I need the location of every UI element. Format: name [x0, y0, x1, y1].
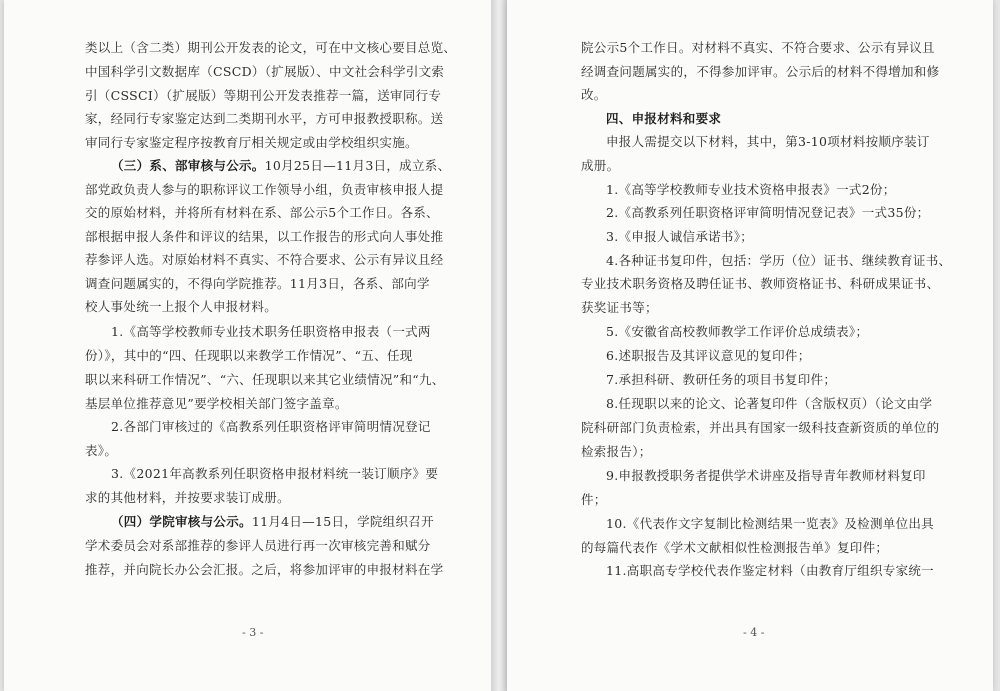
- body-text-line: 院公示5个工作日。对材料不真实、不符合要求、公示有异议且: [581, 40, 935, 55]
- body-text-line: 经调查问题属实的，不得参加评审。公示后的材料不得增加和修: [581, 64, 940, 79]
- body-text-line: 部党政负责人参与的职称评议工作领导小组，负责审核申报人提: [85, 182, 444, 197]
- list-item: 3.《申报人诚信承诺书》；: [606, 229, 754, 244]
- body-text-line: 申报人需提交以下材料，其中，第3-10项材料按顺序装订: [606, 134, 930, 149]
- body-text-line: 件；: [581, 492, 607, 507]
- body-text-line: 表》。: [85, 443, 118, 458]
- body-text-line: 成册。: [581, 158, 620, 173]
- section-heading: （三）系、部审核与公示。: [111, 158, 265, 173]
- body-text-line: 部根据申报人条件和评议的结果，以工作报告的形式向人事处推: [85, 229, 444, 244]
- body-text-line: 职以来科研工作情况”、“六、任现职以来其它业绩情况”和“九、: [85, 372, 445, 387]
- section-heading: 四、申报材料和要求: [606, 111, 722, 126]
- body-text-line: 类以上（含二类）期刊公开发表的论文，可在中文核心要目总览、: [85, 40, 457, 55]
- body-text-line: 的每篇代表作《学术文献相似性检测报告单》复印件；: [581, 540, 889, 555]
- section-4-line: [111, 515, 434, 529]
- section-text: 10月25日—11月3日，成立系、: [264, 158, 451, 173]
- body-text-line: 院科研部门负责检索，并出具有国家一级科技查新资质的单位的: [581, 420, 940, 435]
- list-item: 11.高职高专学校代表作鉴定材料（由教育厅组织专家统一: [606, 563, 934, 578]
- body-text-line: 基层单位推荐意见”要学校相关部门签字盖章。: [85, 396, 348, 411]
- body-text-line: 检索报告）；: [581, 444, 652, 459]
- section-text: 11月4日—15日，学院组织召开: [251, 514, 434, 529]
- body-text-line: 求的其他材料，并按要求装订成册。: [85, 490, 290, 505]
- section-heading: （四）学院审核与公示。: [111, 514, 252, 529]
- body-text-line: 调查问题属实的，不得向学院推荐。11月3日，各系、部向学: [85, 276, 430, 291]
- body-text-line: 交的原始材料，并将所有材料在系、部公示5个工作日。各系、: [85, 205, 439, 220]
- list-item: 10.《代表作文字复制比检测结果一览表》及检测单位出具: [606, 516, 934, 531]
- body-text-line: 审同行专家鉴定程序按教育厅相关规定或由学校组织实施。: [85, 135, 418, 150]
- left-page: [4, 0, 491, 691]
- body-text-line: 家，经同行专家鉴定达到二类期刊水平，方可申报教授职称。送: [85, 111, 444, 126]
- body-text-line: 校人事处统一上报个人申报材料。: [85, 299, 278, 314]
- body-text-line: 推荐，并向院长办公会汇报。之后，将参加评审的申报材料在学: [85, 562, 444, 577]
- page-number: - 3 -: [242, 626, 264, 639]
- list-item: 9.申报教授职务者提供学术讲座及指导青年教师材料复印: [606, 468, 926, 483]
- section-3-line: [111, 159, 450, 173]
- list-item: 1.《高等学校教师专业技术资格申报表》一式2份；: [606, 182, 896, 197]
- body-text-line: 引（CSSCI）（扩展版）等期刊公开发表推荐一篇，送审同行专: [85, 88, 442, 103]
- body-text-line: 3.《2021年高教系列任职资格申报材料统一装订顺序》要: [111, 466, 439, 481]
- right-page: [507, 0, 993, 691]
- page-number: - 4 -: [743, 626, 765, 639]
- list-item: 6.述职报告及其评议意见的复印件；: [606, 348, 811, 363]
- body-text-line: 学术委员会对系部推荐的参评人员进行再一次审核完善和赋分: [85, 538, 431, 553]
- list-item: 7.承担科研、教研任务的项目书复印件；: [606, 372, 837, 387]
- body-text-line: 荐参评人选。对原始材料不真实、不符合要求、公示有异议且经: [85, 252, 444, 267]
- book-spine: [491, 0, 507, 691]
- body-text-line: 专业技术职务资格及聘任证书、教师资格证书、科研成果证书、: [581, 276, 940, 291]
- list-item: 8.任现职以来的论文、论著复印件（含版权页）（论文由学: [606, 396, 933, 411]
- body-text-line: 获奖证书等；: [581, 300, 658, 315]
- list-item: 5.《安徽省高校教师教学工作评价总成绩表》；: [606, 324, 869, 339]
- body-text-line: 份）》，其中的“四、任现职以来教学工作情况”、“五、任现: [85, 348, 413, 363]
- body-text-line: 中国科学引文数据库（CSCD）（扩展版）、中文社会科学引文索: [85, 64, 445, 79]
- list-item: 2.《高教系列任职资格评审简明情况登记表》一式35份；: [606, 205, 930, 220]
- body-text-line: 2.各部门审核过的《高教系列任职资格评审简明情况登记: [111, 419, 431, 434]
- body-text-line: 1.《高等学校教师专业技术职务任职资格申报表（一式两: [111, 324, 431, 339]
- body-text-line: 改。: [581, 87, 607, 102]
- list-item: 4.各种证书复印件，包括：学历（位）证书、继续教育证书、: [606, 253, 952, 268]
